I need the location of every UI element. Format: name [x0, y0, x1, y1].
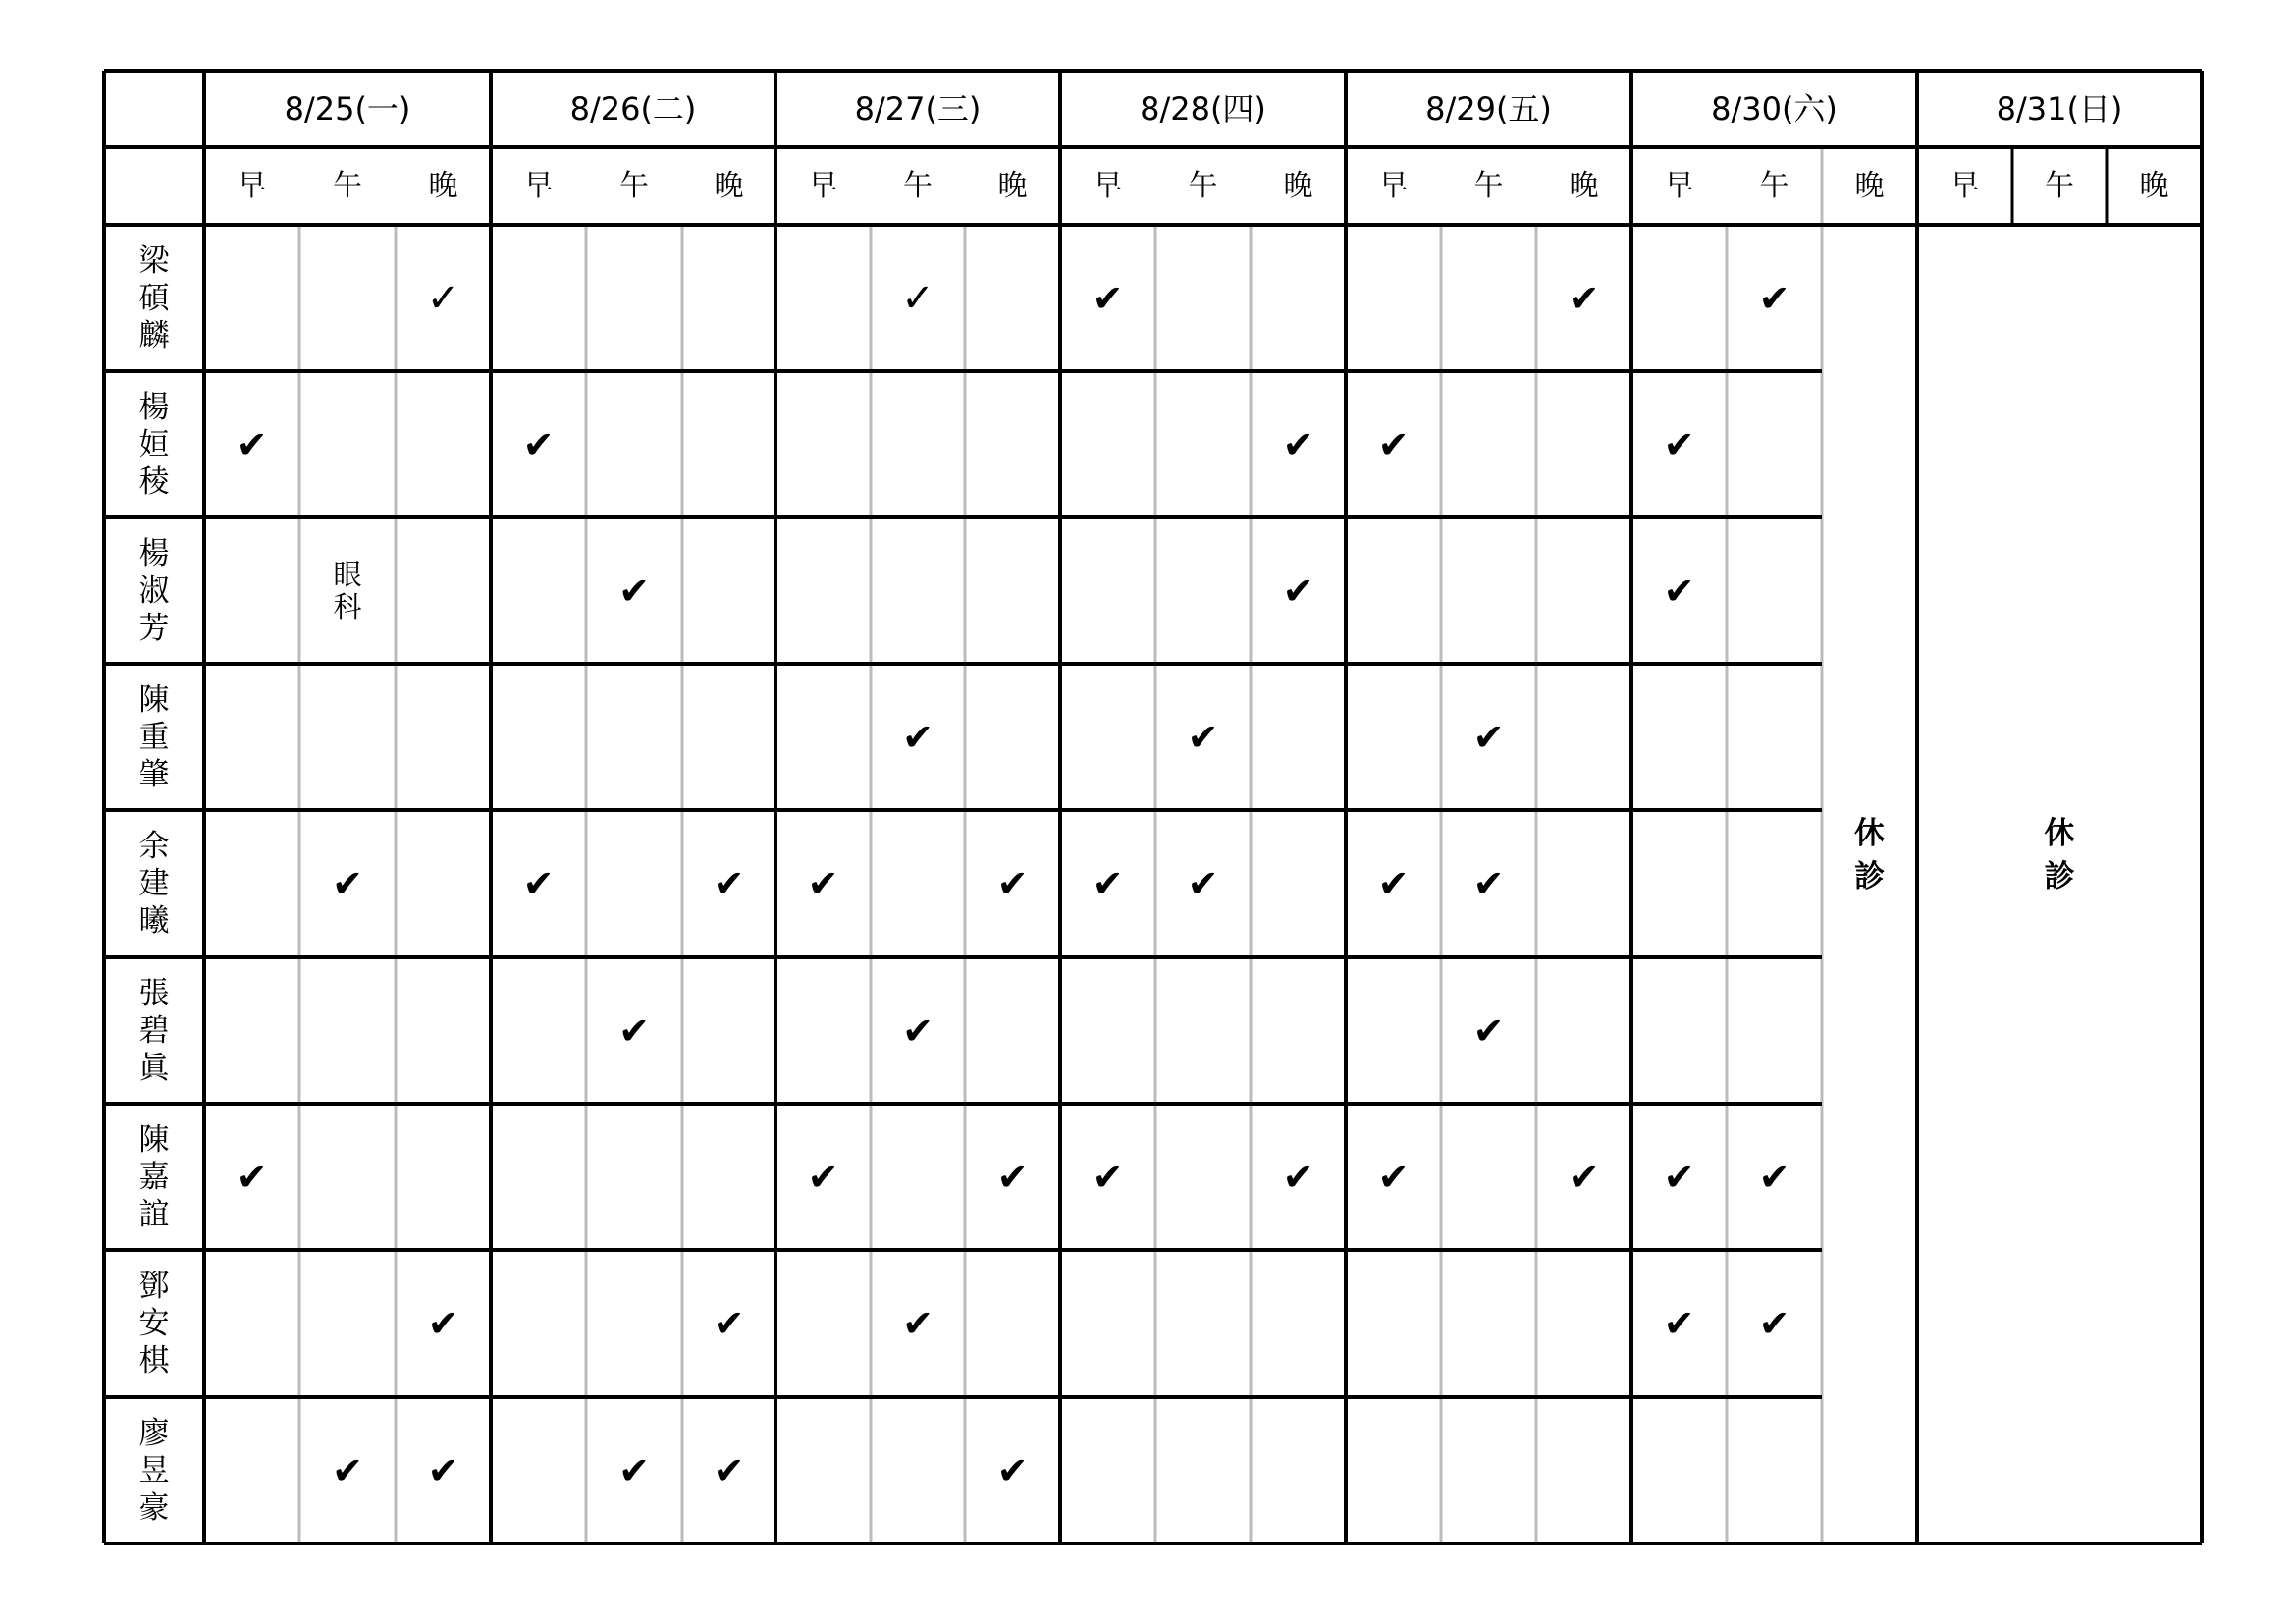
check-mark: ✔	[618, 1008, 650, 1053]
check-mark: ✔	[1663, 422, 1695, 466]
check-mark: ✔	[618, 568, 650, 613]
check-mark: ✔	[1758, 1302, 1790, 1345]
check-mark: ✔	[1758, 276, 1790, 320]
check-mark: ✔	[1377, 862, 1410, 905]
period-header: 晚	[2139, 168, 2169, 203]
check-mark: ✔	[1377, 422, 1410, 466]
check-mark: ✔	[522, 422, 555, 466]
check-mark: ✓	[901, 275, 934, 321]
check-mark: ✔	[902, 1302, 934, 1345]
doctor-name: 張碧眞	[138, 975, 170, 1086]
check-mark: ✔	[236, 422, 268, 466]
day-header: 8/31(日)	[1996, 90, 2123, 128]
doctor-name: 梁碩麟	[138, 243, 170, 353]
check-mark: ✔	[1663, 1302, 1695, 1345]
check-mark: ✔	[1663, 568, 1695, 613]
check-mark: ✔	[902, 715, 934, 759]
period-header: 早	[1664, 168, 1694, 203]
day-header: 8/29(五)	[1425, 90, 1552, 128]
period-header: 晚	[1569, 168, 1599, 203]
period-header: 晚	[997, 168, 1028, 203]
check-mark: ✓	[426, 275, 460, 321]
check-mark: ✔	[1568, 276, 1600, 320]
period-header: 早	[237, 168, 267, 203]
check-mark: ✔	[807, 1155, 839, 1199]
day-header: 8/28(四)	[1140, 90, 1266, 128]
check-mark: ✔	[1092, 862, 1124, 905]
cell-note: 眼科	[333, 557, 362, 623]
period-header: 午	[1473, 168, 1504, 203]
doctor-name: 余建曦	[138, 829, 170, 939]
check-mark: ✔	[1472, 862, 1505, 905]
day-header: 8/26(二)	[569, 90, 697, 128]
check-mark: ✔	[1092, 1155, 1124, 1199]
period-header: 早	[523, 168, 554, 203]
period-header: 午	[903, 168, 933, 203]
check-mark: ✔	[427, 1448, 459, 1492]
period-header: 午	[1188, 168, 1218, 203]
period-header: 午	[1759, 168, 1789, 203]
period-header: 早	[1949, 168, 1980, 203]
check-mark: ✔	[1092, 276, 1124, 320]
check-mark: ✔	[713, 862, 745, 905]
day-header: 8/27(三)	[854, 90, 982, 128]
doctor-name: 楊姮稜	[138, 389, 170, 500]
check-mark: ✔	[902, 1008, 934, 1053]
check-mark: ✔	[1187, 715, 1219, 759]
doctor-name: 陳嘉誼	[138, 1121, 170, 1232]
check-mark: ✔	[996, 1155, 1029, 1199]
doctor-name: 楊淑芳	[138, 535, 170, 646]
period-header: 午	[333, 168, 362, 203]
check-mark: ✔	[1282, 1155, 1314, 1199]
check-mark: ✔	[996, 1448, 1029, 1492]
check-mark: ✔	[1282, 422, 1314, 466]
check-mark: ✔	[996, 862, 1029, 905]
period-header: 早	[1093, 168, 1123, 203]
check-mark: ✔	[618, 1448, 650, 1492]
check-mark: ✔	[807, 862, 839, 905]
doctor-name: 廖昱豪	[138, 1415, 170, 1526]
doctor-name: 鄧安棋	[138, 1269, 170, 1379]
period-header: 午	[2045, 168, 2074, 203]
check-mark: ✔	[332, 862, 363, 905]
check-mark: ✔	[427, 1302, 459, 1345]
period-header: 早	[808, 168, 838, 203]
period-header: 晚	[428, 168, 458, 203]
check-mark: ✔	[332, 1448, 363, 1492]
day-header: 8/25(一)	[284, 90, 411, 128]
check-mark: ✔	[1568, 1155, 1600, 1199]
period-header: 早	[1378, 168, 1409, 203]
check-mark: ✔	[713, 1302, 745, 1345]
closed-label: 休診	[2044, 815, 2075, 894]
closed-label: 休診	[1854, 815, 1885, 894]
check-mark: ✔	[1472, 715, 1505, 759]
period-header: 晚	[714, 168, 744, 203]
period-header: 午	[619, 168, 649, 203]
period-header: 晚	[1854, 168, 1885, 203]
day-header: 8/30(六)	[1711, 90, 1838, 128]
check-mark: ✔	[1758, 1155, 1790, 1199]
doctor-name: 陳重肇	[138, 681, 170, 792]
check-mark: ✔	[1663, 1155, 1695, 1199]
check-mark: ✔	[1377, 1155, 1410, 1199]
check-mark: ✔	[713, 1448, 745, 1492]
check-mark: ✔	[236, 1155, 268, 1199]
check-mark: ✔	[1187, 862, 1219, 905]
check-mark: ✔	[1282, 568, 1314, 613]
check-mark: ✔	[522, 862, 555, 905]
period-header: 晚	[1283, 168, 1313, 203]
check-mark: ✔	[1472, 1008, 1505, 1053]
